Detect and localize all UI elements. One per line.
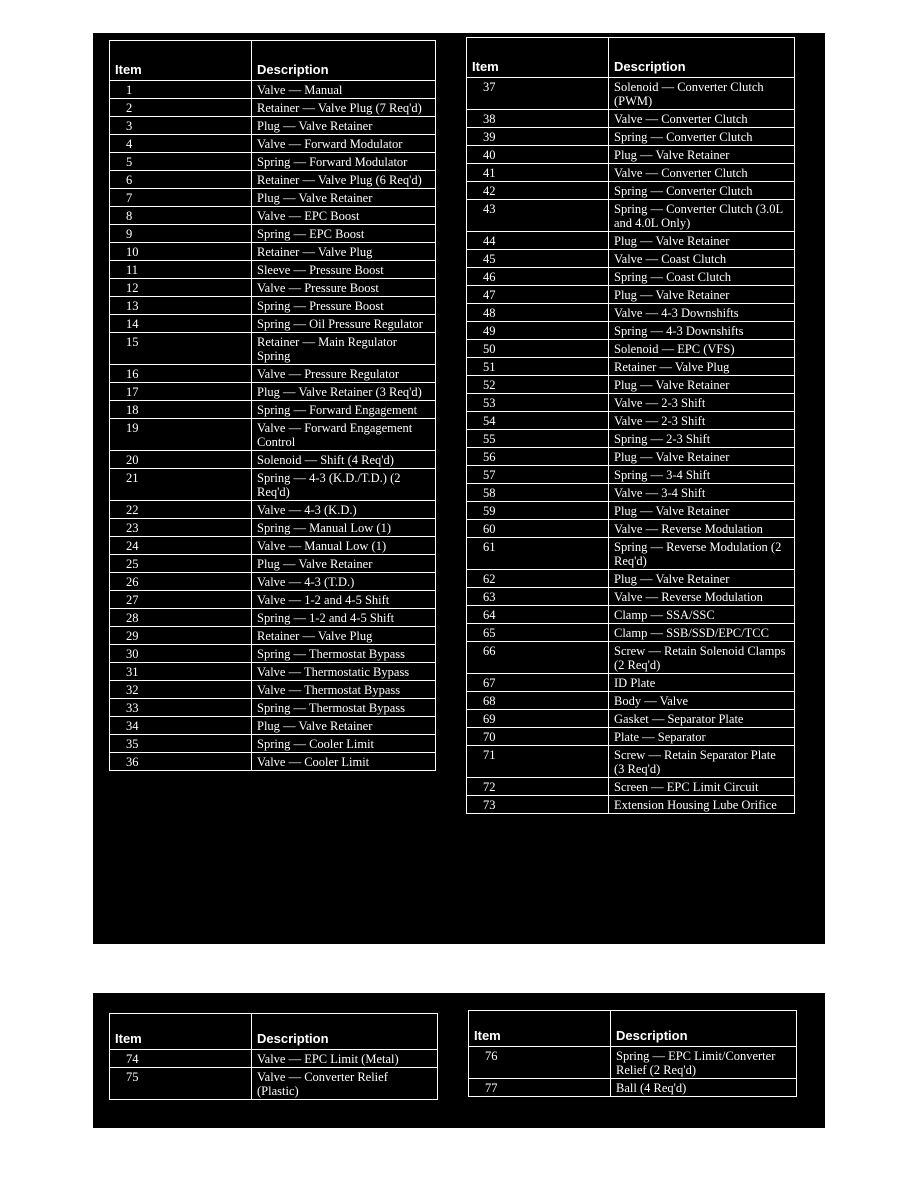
description-cell: Spring — Converter Clutch (609, 128, 795, 146)
description-cell: Plug — Valve Retainer (252, 189, 436, 207)
description-cell: Gasket — Separator Plate (609, 710, 795, 728)
description-cell: Spring — Converter Clutch (3.0L and 4.0L Only) (609, 200, 795, 232)
item-number-cell: 47 (467, 286, 609, 304)
item-number-cell: 43 (467, 200, 609, 232)
description-cell: Valve — Manual Low (1) (252, 537, 436, 555)
item-number-cell: 45 (467, 250, 609, 268)
description-cell: Plug — Valve Retainer (252, 117, 436, 135)
table-row (110, 261, 436, 279)
description-cell: Spring — 1-2 and 4-5 Shift (252, 609, 436, 627)
table-row (110, 451, 436, 469)
description-cell: Plug — Valve Retainer (609, 286, 795, 304)
table-row (110, 591, 436, 609)
parts-table-items-1-36 (109, 40, 436, 771)
description-cell: Spring — Manual Low (1) (252, 519, 436, 537)
description-cell: Ball (4 Req'd) (611, 1079, 797, 1097)
item-number-cell: 13 (110, 297, 252, 315)
table-row (110, 297, 436, 315)
item-number-cell: 39 (467, 128, 609, 146)
item-number-cell: 25 (110, 555, 252, 573)
item-number-cell: 54 (467, 412, 609, 430)
item-number-cell: 56 (467, 448, 609, 466)
description-cell: Valve — Pressure Regulator (252, 365, 436, 383)
item-number-cell: 10 (110, 243, 252, 261)
item-number-cell: 24 (110, 537, 252, 555)
table-row (110, 645, 436, 663)
table-row (110, 627, 436, 645)
table-row (467, 796, 795, 814)
description-cell: Screw — Retain Separator Plate (3 Req'd) (609, 746, 795, 778)
item-number-cell: 53 (467, 394, 609, 412)
top-parts-panel (93, 33, 825, 944)
table-row (467, 200, 795, 232)
description-cell: Valve — Reverse Modulation (609, 588, 795, 606)
description-cell: Solenoid — Shift (4 Req'd) (252, 451, 436, 469)
table-row (467, 570, 795, 588)
table-row (110, 555, 436, 573)
item-number-cell: 1 (110, 81, 252, 99)
description-cell: Spring — Forward Modulator (252, 153, 436, 171)
item-number-cell: 30 (110, 645, 252, 663)
item-column-header: Item (467, 38, 609, 78)
description-cell: Plate — Separator (609, 728, 795, 746)
description-cell: Sleeve — Pressure Boost (252, 261, 436, 279)
item-number-cell: 2 (110, 99, 252, 117)
table-row (110, 537, 436, 555)
description-cell: Clamp — SSB/SSD/EPC/TCC (609, 624, 795, 642)
table-row (467, 728, 795, 746)
table-row (467, 250, 795, 268)
description-cell: Spring — 2-3 Shift (609, 430, 795, 448)
item-number-cell: 59 (467, 502, 609, 520)
item-number-cell: 11 (110, 261, 252, 279)
item-number-cell: 70 (467, 728, 609, 746)
description-cell: Valve — Forward Modulator (252, 135, 436, 153)
description-cell: Plug — Valve Retainer (609, 232, 795, 250)
item-number-cell: 23 (110, 519, 252, 537)
description-cell: Valve — Forward Engagement Control (252, 419, 436, 451)
description-cell: Valve — 2-3 Shift (609, 394, 795, 412)
item-number-cell: 62 (467, 570, 609, 588)
description-cell: Valve — Pressure Boost (252, 279, 436, 297)
item-number-cell: 34 (110, 717, 252, 735)
table-row (110, 753, 436, 771)
table-row (467, 164, 795, 182)
item-number-cell: 77 (469, 1079, 611, 1097)
item-number-cell: 44 (467, 232, 609, 250)
item-number-cell: 28 (110, 609, 252, 627)
description-cell: Spring — Coast Clutch (609, 268, 795, 286)
item-number-cell: 18 (110, 401, 252, 419)
table-row (467, 778, 795, 796)
item-number-cell: 73 (467, 796, 609, 814)
description-cell: Retainer — Valve Plug (7 Req'd) (252, 99, 436, 117)
item-number-cell: 66 (467, 642, 609, 674)
table-row (110, 1050, 438, 1068)
item-number-cell: 35 (110, 735, 252, 753)
description-cell: Plug — Valve Retainer (609, 570, 795, 588)
description-cell: Solenoid — Converter Clutch (PWM) (609, 78, 795, 110)
description-cell: Spring — 4-3 Downshifts (609, 322, 795, 340)
description-cell: Valve — Coast Clutch (609, 250, 795, 268)
table-row (110, 401, 436, 419)
item-number-cell: 16 (110, 365, 252, 383)
item-number-cell: 58 (467, 484, 609, 502)
table-row (467, 412, 795, 430)
item-number-cell: 61 (467, 538, 609, 570)
table-row (467, 674, 795, 692)
description-cell: Valve — 3-4 Shift (609, 484, 795, 502)
table-row (110, 519, 436, 537)
table-row (110, 735, 436, 753)
item-number-cell: 41 (467, 164, 609, 182)
item-number-cell: 75 (110, 1068, 252, 1100)
item-number-cell: 8 (110, 207, 252, 225)
table-row (110, 243, 436, 261)
table-row (110, 315, 436, 333)
table-row (467, 268, 795, 286)
description-cell: Plug — Valve Retainer (609, 448, 795, 466)
description-cell: Valve — Converter Relief (Plastic) (252, 1068, 438, 1100)
table-row (467, 746, 795, 778)
description-cell: Valve — 2-3 Shift (609, 412, 795, 430)
parts-table-items-76-77 (468, 1010, 797, 1097)
item-number-cell: 51 (467, 358, 609, 376)
table-row (467, 376, 795, 394)
description-cell: Spring — Thermostat Bypass (252, 645, 436, 663)
item-number-cell: 76 (469, 1047, 611, 1079)
item-column-header: Item (110, 41, 252, 81)
table-row (110, 365, 436, 383)
table-row (467, 128, 795, 146)
table-row (467, 448, 795, 466)
parts-table-items-37-73 (466, 37, 795, 814)
description-cell: Body — Valve (609, 692, 795, 710)
table-row (467, 110, 795, 128)
table-row (467, 642, 795, 674)
item-number-cell: 27 (110, 591, 252, 609)
description-cell: Spring — Reverse Modulation (2 Req'd) (609, 538, 795, 570)
item-number-cell: 22 (110, 501, 252, 519)
table-row (467, 588, 795, 606)
table-row (467, 232, 795, 250)
table-row (467, 394, 795, 412)
table-row (110, 1068, 438, 1100)
item-number-cell: 64 (467, 606, 609, 624)
table-row (467, 520, 795, 538)
item-number-cell: 60 (467, 520, 609, 538)
item-number-cell: 52 (467, 376, 609, 394)
item-number-cell: 68 (467, 692, 609, 710)
item-number-cell: 50 (467, 340, 609, 358)
description-cell: Valve — Manual (252, 81, 436, 99)
description-cell: Valve — 4-3 Downshifts (609, 304, 795, 322)
description-cell: Valve — Converter Clutch (609, 110, 795, 128)
table-row (110, 383, 436, 401)
description-cell: Valve — 4-3 (K.D.) (252, 501, 436, 519)
description-cell: Retainer — Valve Plug (6 Req'd) (252, 171, 436, 189)
table-row (467, 710, 795, 728)
description-cell: Spring — Thermostat Bypass (252, 699, 436, 717)
table-row (467, 502, 795, 520)
item-number-cell: 6 (110, 171, 252, 189)
item-number-cell: 38 (467, 110, 609, 128)
item-number-cell: 19 (110, 419, 252, 451)
table-row (110, 207, 436, 225)
item-number-cell: 29 (110, 627, 252, 645)
description-cell: Spring — 4-3 (K.D./T.D.) (2 Req'd) (252, 469, 436, 501)
table-row (467, 430, 795, 448)
table-row (467, 358, 795, 376)
description-cell: Spring — EPC Boost (252, 225, 436, 243)
description-cell: Retainer — Main Regulator Spring (252, 333, 436, 365)
description-cell: Valve — EPC Limit (Metal) (252, 1050, 438, 1068)
description-cell: Spring — Converter Clutch (609, 182, 795, 200)
table-row (467, 624, 795, 642)
description-cell: Plug — Valve Retainer (3 Req'd) (252, 383, 436, 401)
item-number-cell: 40 (467, 146, 609, 164)
item-number-cell: 67 (467, 674, 609, 692)
description-cell: Valve — Thermostat Bypass (252, 681, 436, 699)
description-cell: Plug — Valve Retainer (252, 717, 436, 735)
item-number-cell: 48 (467, 304, 609, 322)
description-cell: Extension Housing Lube Orifice (609, 796, 795, 814)
description-cell: Plug — Valve Retainer (609, 502, 795, 520)
table-row (467, 692, 795, 710)
description-cell: Retainer — Valve Plug (252, 627, 436, 645)
table-row (467, 606, 795, 624)
description-cell: Spring — Oil Pressure Regulator (252, 315, 436, 333)
description-cell: Retainer — Valve Plug (609, 358, 795, 376)
table-row (467, 466, 795, 484)
description-column-header: Description (609, 38, 795, 78)
table-row (110, 699, 436, 717)
description-cell: Spring — Forward Engagement (252, 401, 436, 419)
description-cell: ID Plate (609, 674, 795, 692)
description-cell: Plug — Valve Retainer (252, 555, 436, 573)
item-number-cell: 55 (467, 430, 609, 448)
table-row (110, 189, 436, 207)
table-row (110, 81, 436, 99)
item-column-header: Item (469, 1011, 611, 1047)
description-cell: Retainer — Valve Plug (252, 243, 436, 261)
item-number-cell: 7 (110, 189, 252, 207)
description-column-header: Description (252, 41, 436, 81)
table-row (467, 78, 795, 110)
bottom-parts-panel (93, 993, 825, 1128)
table-row (110, 419, 436, 451)
table-row (467, 340, 795, 358)
table-row (110, 171, 436, 189)
item-column-header: Item (110, 1014, 252, 1050)
table-row (110, 501, 436, 519)
description-cell: Clamp — SSA/SSC (609, 606, 795, 624)
item-number-cell: 14 (110, 315, 252, 333)
item-number-cell: 74 (110, 1050, 252, 1068)
table-row (467, 286, 795, 304)
description-cell: Solenoid — EPC (VFS) (609, 340, 795, 358)
table-row (110, 333, 436, 365)
description-cell: Valve — 1-2 and 4-5 Shift (252, 591, 436, 609)
item-number-cell: 65 (467, 624, 609, 642)
item-number-cell: 3 (110, 117, 252, 135)
table-row (110, 469, 436, 501)
table-row (469, 1079, 797, 1097)
table-row (110, 135, 436, 153)
item-number-cell: 72 (467, 778, 609, 796)
table-row (110, 573, 436, 591)
description-cell: Spring — Pressure Boost (252, 297, 436, 315)
item-number-cell: 57 (467, 466, 609, 484)
item-number-cell: 37 (467, 78, 609, 110)
table-row (467, 484, 795, 502)
table-row (110, 609, 436, 627)
item-number-cell: 15 (110, 333, 252, 365)
item-number-cell: 20 (110, 451, 252, 469)
table-row (467, 304, 795, 322)
item-number-cell: 9 (110, 225, 252, 243)
item-number-cell: 33 (110, 699, 252, 717)
description-cell: Valve — 4-3 (T.D.) (252, 573, 436, 591)
item-number-cell: 31 (110, 663, 252, 681)
item-number-cell: 4 (110, 135, 252, 153)
item-number-cell: 5 (110, 153, 252, 171)
description-cell: Spring — Cooler Limit (252, 735, 436, 753)
table-row (110, 681, 436, 699)
description-column-header: Description (252, 1014, 438, 1050)
description-column-header: Description (611, 1011, 797, 1047)
description-cell: Screw — Retain Solenoid Clamps (2 Req'd) (609, 642, 795, 674)
description-cell: Spring — 3-4 Shift (609, 466, 795, 484)
table-row (110, 717, 436, 735)
description-cell: Plug — Valve Retainer (609, 146, 795, 164)
description-cell: Plug — Valve Retainer (609, 376, 795, 394)
table-row (110, 117, 436, 135)
description-cell: Valve — Reverse Modulation (609, 520, 795, 538)
description-cell: Valve — EPC Boost (252, 207, 436, 225)
description-cell: Screen — EPC Limit Circuit (609, 778, 795, 796)
table-row (110, 99, 436, 117)
table-row (110, 225, 436, 243)
item-number-cell: 32 (110, 681, 252, 699)
table-row (467, 322, 795, 340)
description-cell: Valve — Thermostatic Bypass (252, 663, 436, 681)
item-number-cell: 12 (110, 279, 252, 297)
table-row (467, 538, 795, 570)
item-number-cell: 71 (467, 746, 609, 778)
table-row (467, 182, 795, 200)
table-row (110, 279, 436, 297)
item-number-cell: 42 (467, 182, 609, 200)
item-number-cell: 17 (110, 383, 252, 401)
item-number-cell: 26 (110, 573, 252, 591)
description-cell: Valve — Cooler Limit (252, 753, 436, 771)
item-number-cell: 46 (467, 268, 609, 286)
parts-table-items-74-75 (109, 1013, 438, 1100)
item-number-cell: 69 (467, 710, 609, 728)
description-cell: Valve — Converter Clutch (609, 164, 795, 182)
item-number-cell: 63 (467, 588, 609, 606)
item-number-cell: 36 (110, 753, 252, 771)
item-number-cell: 49 (467, 322, 609, 340)
table-row (110, 663, 436, 681)
table-row (110, 153, 436, 171)
description-cell: Spring — EPC Limit/Converter Relief (2 Req'd) (611, 1047, 797, 1079)
table-row (469, 1047, 797, 1079)
item-number-cell: 21 (110, 469, 252, 501)
table-row (467, 146, 795, 164)
